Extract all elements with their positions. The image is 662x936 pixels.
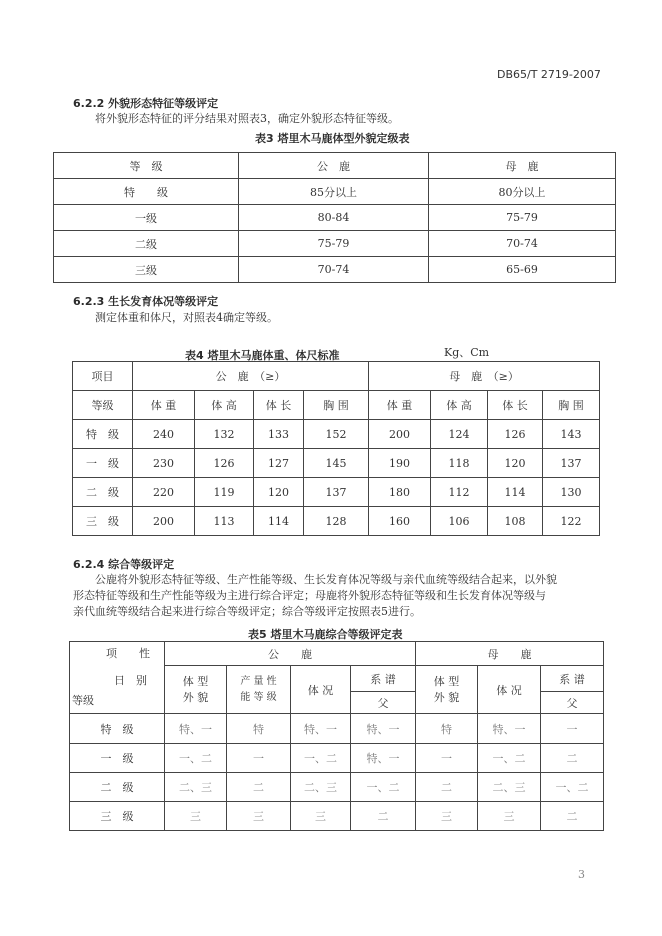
table-cell: 200 xyxy=(369,420,431,449)
table-cell: 二 xyxy=(541,744,604,773)
table5-caption: 表5 塔里木马鹿综合等级评定表 xyxy=(248,628,403,641)
table4-male-header: 公 鹿 （≥） xyxy=(133,362,369,391)
table-cell: 220 xyxy=(133,478,195,507)
table-cell: 118 xyxy=(431,449,488,478)
table-cell: 108 xyxy=(488,507,543,536)
table5-corner-mid: 日 别 xyxy=(114,674,147,687)
table-cell: 143 xyxy=(543,420,600,449)
table5-corner xyxy=(70,642,165,714)
table3-header-row xyxy=(54,153,616,179)
table-row xyxy=(54,205,616,231)
table4-subheader: 体 高 xyxy=(431,391,488,420)
table4-grade-label: 等级 xyxy=(73,391,133,420)
table-cell: 120 xyxy=(488,449,543,478)
table4-caption: 表4 塔里木马鹿体重、体尺标准 xyxy=(185,349,340,362)
table-cell: 二 级 xyxy=(73,478,133,507)
doc-code: DB65/T 2719-2007 xyxy=(497,68,601,81)
table4-female-header: 母 鹿 （≥） xyxy=(369,362,600,391)
section-6-2-3-para: 测定体重和体尺，对照表4确定等级。 xyxy=(95,311,278,324)
table5 xyxy=(69,641,604,831)
table-cell: 128 xyxy=(304,507,369,536)
table-cell: 124 xyxy=(431,420,488,449)
table5-corner-top: 项 性 xyxy=(106,647,150,660)
table-cell: 200 xyxy=(133,507,195,536)
table-cell: 119 xyxy=(195,478,254,507)
table-cell: 一、二 xyxy=(165,744,227,773)
table-cell: 137 xyxy=(304,478,369,507)
table5-f-col3-top: 系 谱 xyxy=(541,666,604,692)
table5-m-col2: 产 量 性 能 等 级 xyxy=(227,666,291,714)
section-6-2-2-title: 6.2.2 外貌形态特征等级评定 xyxy=(73,97,219,110)
table-cell: 特 xyxy=(416,714,478,744)
table-cell: 120 xyxy=(254,478,304,507)
table-cell: 特 级 xyxy=(54,179,239,205)
table4 xyxy=(72,361,600,536)
table-cell: 75-79 xyxy=(239,231,429,257)
table-cell: 80分以上 xyxy=(429,179,616,205)
table-cell: 二 xyxy=(416,773,478,802)
table-cell: 二 xyxy=(351,802,416,831)
table-cell: 二、三 xyxy=(478,773,541,802)
table-cell: 一、二 xyxy=(541,773,604,802)
section-6-2-3-title: 6.2.3 生长发育体况等级评定 xyxy=(73,295,219,308)
section-6-2-2-para: 将外貌形态特征的评分结果对照表3，确定外貌形态特征等级。 xyxy=(95,112,399,125)
table-cell: 特 级 xyxy=(73,420,133,449)
table-row xyxy=(54,179,616,205)
table-cell: 一级 xyxy=(54,205,239,231)
table-cell: 一 xyxy=(541,714,604,744)
table-cell: 一 xyxy=(416,744,478,773)
table5-female-header: 母 鹿 xyxy=(416,642,604,666)
table-cell: 三 级 xyxy=(73,507,133,536)
table-cell: 一 级 xyxy=(70,744,165,773)
section-6-2-4-para-line1: 公鹿将外貌形态特征等级、生产性能等级、生长发育体况等级与亲代血统等级结合起来，以外貌 xyxy=(95,573,557,586)
table-cell: 126 xyxy=(195,449,254,478)
table4-unit: Kg、Cm xyxy=(444,346,490,359)
table4-subheader: 体 长 xyxy=(488,391,543,420)
table-cell: 160 xyxy=(369,507,431,536)
table5-corner-bottom: 等级 xyxy=(72,694,94,707)
table-row xyxy=(54,257,616,283)
table-cell: 三 xyxy=(165,802,227,831)
table5-header-row-1 xyxy=(70,642,604,666)
table-cell: 三 xyxy=(416,802,478,831)
table-cell: 133 xyxy=(254,420,304,449)
table5-m-col1: 体 型 外 貌 xyxy=(165,666,227,714)
table5-f-col3-bottom: 父 xyxy=(541,692,604,714)
table-cell: 特 级 xyxy=(70,714,165,744)
table4-header-row xyxy=(73,362,600,391)
table-row xyxy=(73,449,600,478)
table4-subheader-row xyxy=(73,391,600,420)
table-cell: 一、二 xyxy=(291,744,351,773)
table-cell: 112 xyxy=(431,478,488,507)
table4-subheader: 胸 围 xyxy=(543,391,600,420)
table4-subheader: 体 长 xyxy=(254,391,304,420)
table-row xyxy=(70,744,604,773)
table-row xyxy=(70,714,604,744)
table3-header: 等 级 xyxy=(54,153,239,179)
table5-male-header: 公 鹿 xyxy=(165,642,416,666)
table-cell: 113 xyxy=(195,507,254,536)
table-cell: 80-84 xyxy=(239,205,429,231)
table-row xyxy=(73,478,600,507)
table-cell: 三 xyxy=(291,802,351,831)
table-cell: 一、二 xyxy=(351,773,416,802)
table5-m-col4-top: 系 谱 xyxy=(351,666,416,692)
table-cell: 190 xyxy=(369,449,431,478)
table-row xyxy=(70,802,604,831)
table-cell: 70-74 xyxy=(429,231,616,257)
table-cell: 130 xyxy=(543,478,600,507)
table-cell: 152 xyxy=(304,420,369,449)
table-cell: 85分以上 xyxy=(239,179,429,205)
table-cell: 特、一 xyxy=(351,714,416,744)
table-cell: 二 级 xyxy=(70,773,165,802)
section-6-2-4-para-line2: 形态特征等级和生产性能等级为主进行综合评定；母鹿将外貌形态特征等级和生长发育体况等级与 xyxy=(73,589,546,602)
table3-header: 公 鹿 xyxy=(239,153,429,179)
table-cell: 特 xyxy=(227,714,291,744)
table-cell: 230 xyxy=(133,449,195,478)
table3-caption: 表3 塔里木马鹿体型外貌定级表 xyxy=(255,132,410,145)
table4-subheader: 胸 围 xyxy=(304,391,369,420)
section-6-2-4-para-line3: 亲代血统等级结合起来进行综合等级评定；综合等级评定按照表5进行。 xyxy=(73,605,421,618)
table-cell: 114 xyxy=(254,507,304,536)
table-cell: 137 xyxy=(543,449,600,478)
table-cell: 一 级 xyxy=(73,449,133,478)
table-cell: 126 xyxy=(488,420,543,449)
table-cell: 二 xyxy=(541,802,604,831)
table-row xyxy=(70,773,604,802)
table-cell: 特、一 xyxy=(478,714,541,744)
table-cell: 二、三 xyxy=(291,773,351,802)
table-row xyxy=(73,420,600,449)
table-cell: 二、三 xyxy=(165,773,227,802)
table5-f-col1: 体 型 外 貌 xyxy=(416,666,478,714)
table-cell: 特、一 xyxy=(165,714,227,744)
table-row xyxy=(73,507,600,536)
table-cell: 一、二 xyxy=(478,744,541,773)
table-cell: 一 xyxy=(227,744,291,773)
table-cell: 106 xyxy=(431,507,488,536)
table4-subheader: 体 高 xyxy=(195,391,254,420)
table3 xyxy=(53,152,616,283)
table-cell: 二 xyxy=(227,773,291,802)
table-cell: 65-69 xyxy=(429,257,616,283)
table-cell: 240 xyxy=(133,420,195,449)
table-cell: 特、一 xyxy=(351,744,416,773)
table-cell: 180 xyxy=(369,478,431,507)
table-cell: 特、一 xyxy=(291,714,351,744)
table5-m-col4-bottom: 父 xyxy=(351,692,416,714)
table-row xyxy=(54,231,616,257)
table4-subheader: 体 重 xyxy=(133,391,195,420)
table-cell: 三 xyxy=(478,802,541,831)
section-6-2-4-title: 6.2.4 综合等级评定 xyxy=(73,558,175,571)
table5-f-col2: 体 况 xyxy=(478,666,541,714)
table-cell: 114 xyxy=(488,478,543,507)
table-cell: 三级 xyxy=(54,257,239,283)
table-cell: 三 xyxy=(227,802,291,831)
table3-header: 母 鹿 xyxy=(429,153,616,179)
table-cell: 75-79 xyxy=(429,205,616,231)
table-cell: 70-74 xyxy=(239,257,429,283)
table-cell: 122 xyxy=(543,507,600,536)
table5-m-col3: 体 况 xyxy=(291,666,351,714)
table-cell: 145 xyxy=(304,449,369,478)
page-number: 3 xyxy=(578,868,585,881)
table-cell: 132 xyxy=(195,420,254,449)
table-cell: 二级 xyxy=(54,231,239,257)
table4-item-label: 项目 xyxy=(73,362,133,391)
table4-subheader: 体 重 xyxy=(369,391,431,420)
table-cell: 三 级 xyxy=(70,802,165,831)
table-cell: 127 xyxy=(254,449,304,478)
